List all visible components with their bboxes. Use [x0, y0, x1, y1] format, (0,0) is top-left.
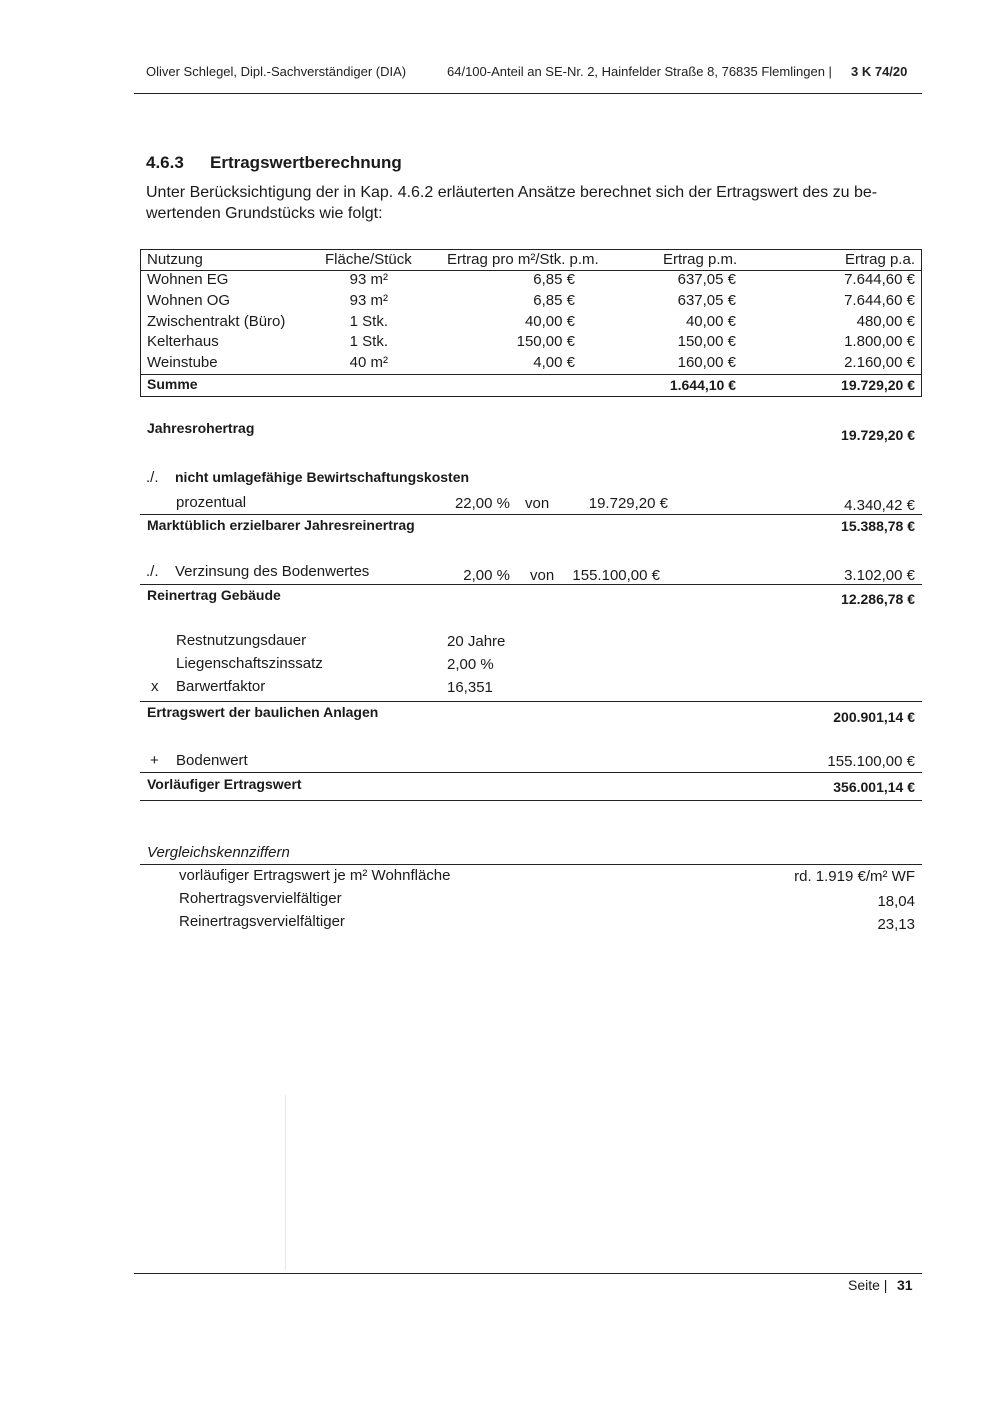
- bwf-value: 16,351: [447, 679, 493, 696]
- gross-income-value: 19.729,20 €: [841, 427, 915, 443]
- prelim-value: 356.001,14 €: [833, 779, 915, 795]
- land-interest-value: 3.102,00 €: [844, 567, 915, 584]
- comparison-title: Vergleichskennziffern: [147, 844, 290, 861]
- row-rate: 4,00 €: [533, 354, 575, 371]
- land-value: 155.100,00 €: [827, 753, 915, 770]
- costs-value: 4.340,42 €: [844, 497, 915, 514]
- land-interest-base: 155.100,00 €: [572, 567, 660, 584]
- building-net-label: Reinertrag Gebäude: [147, 587, 281, 603]
- row-annual: 1.800,00 €: [844, 333, 915, 350]
- divider: [140, 864, 922, 865]
- lzs-value: 2,00 %: [447, 656, 494, 673]
- row-rate: 150,00 €: [516, 333, 575, 350]
- header-property: 64/100-Anteil an SE-Nr. 2, Hainfelder Straße 8, 76835 Flemlingen |: [447, 64, 832, 79]
- sum-label: Summe: [147, 376, 198, 392]
- minus-sign: ./.: [146, 469, 159, 486]
- divider: [140, 514, 922, 515]
- comparison-label: Reinertragsvervielfältiger: [179, 913, 345, 930]
- prelim-value-label: Vorläufiger Ertragswert: [147, 776, 302, 792]
- sum-annual: 19.729,20 €: [841, 377, 915, 393]
- times-sign: x: [151, 678, 159, 695]
- row-rate: 6,85 €: [533, 292, 575, 309]
- building-net-value: 12.286,78 €: [841, 591, 915, 607]
- net-income-label: Marktüblich erzielbarer Jahresreinertrag: [147, 517, 415, 533]
- row-annual: 7.644,60 €: [844, 292, 915, 309]
- comparison-value: rd. 1.919 €/m² WF: [794, 868, 915, 885]
- row-use: Zwischentrakt (Büro): [147, 313, 286, 330]
- col-header-flaeche: Fläche/Stück: [325, 251, 412, 268]
- comparison-value: 18,04: [877, 893, 915, 910]
- plus-sign: +: [150, 752, 159, 769]
- row-area: 93 m²: [349, 271, 388, 288]
- scan-artifact: [285, 1095, 286, 1270]
- row-rate: 6,85 €: [533, 271, 575, 288]
- building-value-label: Ertragswert der baulichen Anlagen: [147, 704, 379, 720]
- header-case-number: 3 K 74/20: [851, 64, 908, 79]
- divider: [140, 701, 922, 702]
- section-number: 4.6.3: [146, 153, 184, 172]
- section-title: Ertragswertberechnung: [210, 153, 402, 172]
- comparison-label: vorläufiger Ertragswert je m² Wohnfläche: [179, 867, 451, 884]
- row-use: Wohnen OG: [147, 292, 231, 309]
- costs-base: 19.729,20 €: [588, 495, 668, 512]
- row-area: 93 m²: [349, 292, 388, 309]
- col-header-monthly: Ertrag p.m.: [663, 251, 738, 268]
- footer-divider: [134, 1273, 922, 1274]
- land-value-label: Bodenwert: [176, 752, 248, 769]
- land-interest-von: von: [530, 567, 555, 584]
- land-interest-label: Verzinsung des Bodenwertes: [175, 563, 370, 580]
- comparison-value: 23,13: [877, 916, 915, 933]
- sum-monthly: 1.644,10 €: [669, 377, 736, 393]
- row-monthly: 150,00 €: [677, 333, 736, 350]
- costs-von: von: [525, 495, 550, 512]
- divider: [140, 772, 922, 773]
- net-income-value: 15.388,78 €: [841, 518, 915, 534]
- col-header-annual: Ertrag p.a.: [844, 251, 915, 268]
- table-left-border: [140, 249, 141, 397]
- row-annual: 7.644,60 €: [844, 271, 915, 288]
- rnd-value: 20 Jahre: [447, 633, 506, 650]
- row-use: Weinstube: [147, 354, 218, 371]
- table-top-border: [140, 249, 922, 250]
- row-use: Kelterhaus: [147, 333, 219, 350]
- row-monthly: 160,00 €: [677, 354, 736, 371]
- row-area: 1 Stk.: [349, 313, 388, 330]
- building-value: 200.901,14 €: [833, 709, 915, 725]
- page-number: 31: [897, 1277, 913, 1293]
- table-bottom-border: [140, 396, 922, 397]
- header-divider: [134, 93, 922, 94]
- col-header-rate: Ertrag pro m²/Stk. p.m.: [447, 251, 599, 268]
- costs-percent: 22,00 %: [454, 495, 510, 512]
- minus-sign: ./.: [146, 563, 159, 580]
- row-monthly: 637,05 €: [677, 271, 736, 288]
- row-use: Wohnen EG: [147, 271, 229, 288]
- row-annual: 480,00 €: [856, 313, 915, 330]
- comparison-label: Rohertragsvervielfältiger: [179, 890, 342, 907]
- row-annual: 2.160,00 €: [844, 354, 915, 371]
- land-interest-percent: 2,00 %: [463, 567, 510, 584]
- costs-sub-label: prozentual: [176, 494, 247, 511]
- row-monthly: 637,05 €: [677, 292, 736, 309]
- lzs-label: Liegenschaftszinssatz: [176, 655, 323, 672]
- row-area: 1 Stk.: [349, 333, 388, 350]
- section-intro: Unter Berücksichtigung der in Kap. 4.6.2 erläuterten Ansätze berechnet sich der Ertragswert des zu be-wertenden Grundstücks wie folgt:: [146, 184, 878, 222]
- header-author: Oliver Schlegel, Dipl.-Sachverständiger (DIA): [146, 64, 407, 79]
- divider: [140, 800, 922, 801]
- row-area: 40 m²: [349, 354, 388, 371]
- col-header-nutzung: Nutzung: [147, 251, 203, 268]
- page-label: Seite |: [848, 1277, 888, 1293]
- costs-label: nicht umlagefähige Bewirtschaftungskosten: [175, 469, 470, 485]
- table-right-border: [921, 249, 922, 397]
- row-monthly: 40,00 €: [685, 313, 736, 330]
- rnd-label: Restnutzungsdauer: [176, 632, 307, 649]
- row-rate: 40,00 €: [524, 313, 575, 330]
- bwf-label: Barwertfaktor: [176, 678, 266, 695]
- divider: [140, 584, 922, 585]
- table-sum-border: [140, 374, 922, 375]
- gross-income-label: Jahresrohertrag: [147, 420, 255, 436]
